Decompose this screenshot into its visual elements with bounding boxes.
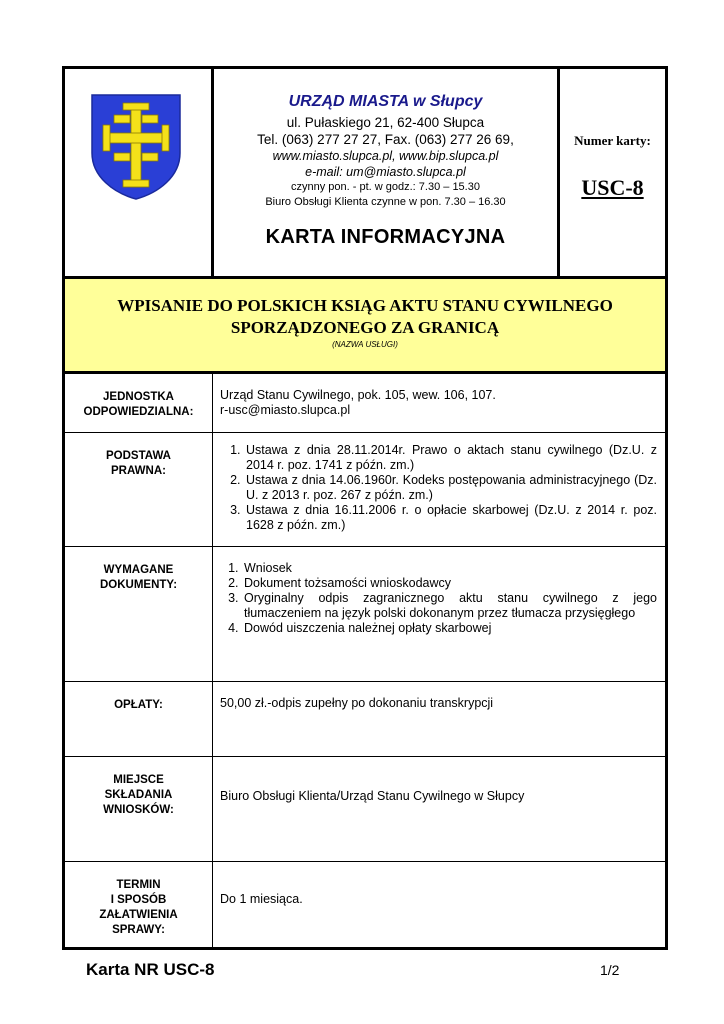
unit-email[interactable]: r-usc@miasto.slupca.pl <box>220 403 351 417</box>
label-line: ZAŁATWIENIA <box>99 909 178 921</box>
list-item: 1. Ustawa z dnia 28.11.2014r. Prawo o aktach stanu cywilnego (Dz.U. z 2014 r. poz. 1741 z późn. zm.) <box>244 443 657 473</box>
row-submission-place <box>65 757 665 862</box>
card-header <box>65 69 665 279</box>
label-line: MIEJSCE <box>113 774 164 786</box>
card-number-cell <box>560 69 665 276</box>
fee-value: 50,00 zł.-odpis zupełny po dokonaniu transkrypcji <box>220 696 494 710</box>
row-processing-term <box>65 862 665 947</box>
row-value <box>214 374 665 432</box>
list-item: 2. Ustawa z dnia 14.06.1960r. Kodeks postępowania administracyjnego (Dz. U. z 2013 r. poz. 267 z późn. zm.) <box>244 473 657 503</box>
service-name-section <box>65 279 665 374</box>
label-line: DOKUMENTY: <box>99 579 178 591</box>
office-phone: Tel. (063) 277 27 27, Fax. (063) 277 26 69, <box>257 132 514 147</box>
label-line: WNIOSKÓW: <box>103 804 174 816</box>
page-number: 1/2 <box>600 962 620 978</box>
office-address: ul. Pułaskiego 21, 62-400 Słupca <box>286 115 485 130</box>
label-line: SPRAWY: <box>112 924 165 936</box>
row-responsible-unit <box>65 374 665 433</box>
row-label <box>65 433 213 546</box>
footer-card-reference: Karta NR USC-8 <box>86 960 215 979</box>
row-value <box>214 682 665 756</box>
row-value <box>214 757 665 861</box>
card-number: USC-8 <box>581 175 644 200</box>
office-email[interactable]: e-mail: um@miasto.slupca.pl <box>305 165 466 179</box>
office-websites[interactable]: www.miasto.slupca.pl, www.bip.slupca.pl <box>272 149 499 163</box>
row-value <box>214 547 665 681</box>
list-item: 1. Wniosek <box>242 561 657 576</box>
office-info-cell <box>214 69 560 276</box>
submission-place-value: Biuro Obsługi Klienta/Urząd Stanu Cywilnego w Słupcy <box>220 789 525 803</box>
label-line: TERMIN <box>116 879 161 891</box>
label-line: OPŁATY: <box>114 699 163 711</box>
row-label <box>65 547 213 681</box>
list-item: 2. Dokument tożsamości wnioskodawcy <box>242 576 657 591</box>
office-hours: czynny pon. - pt. w godz.: 7.30 – 15.30 <box>291 181 480 193</box>
row-required-documents <box>65 547 665 682</box>
office-name: URZĄD MIASTA w Słupcy <box>288 93 483 110</box>
row-label <box>65 757 213 861</box>
unit-location: Urząd Stanu Cywilnego, pok. 105, wew. 106, 107. <box>220 388 496 402</box>
service-title-line1: WPISANIE DO POLSKICH KSIĄG AKTU STANU CYWILNEGO <box>117 296 613 315</box>
info-card-frame <box>62 66 668 950</box>
boc-hours: Biuro Obsługi Klienta czynne w pon. 7.30 – 16.30 <box>265 196 506 208</box>
label-line: ODPOWIEDZIALNA: <box>83 406 194 418</box>
label-line: PRAWNA: <box>111 465 166 477</box>
list-item: 3. Ustawa z dnia 16.11.2006 r. o opłacie skarbowej (Dz.U. z 2014 r. poz. 1628 z późn. zm.) <box>244 503 657 533</box>
label-line: WYMAGANE <box>103 564 174 576</box>
logo-cell <box>65 69 214 276</box>
row-legal-basis <box>65 433 665 547</box>
service-title-line2: SPORZĄDZONEGO ZA GRANICĄ <box>230 318 500 337</box>
label-line: SKŁADANIA <box>104 789 173 801</box>
list-item: 4. Dowód uiszczenia należnej opłaty skarbowej <box>242 621 657 636</box>
label-line: JEDNOSTKA <box>103 391 174 403</box>
coat-of-arms-icon <box>90 93 182 201</box>
list-item: 3. Oryginalny odpis zagranicznego aktu stanu cywilnego z jego tłumaczeniem na język polski dokonanym przez tłumacza przysięgłego <box>242 591 657 621</box>
row-fees <box>65 682 665 757</box>
row-label <box>65 862 213 947</box>
row-label <box>65 682 213 756</box>
document-title: KARTA INFORMACYJNA <box>265 226 506 248</box>
service-subtitle: (NAZWA USŁUGI) <box>332 340 398 349</box>
row-label <box>65 374 213 432</box>
label-line: PODSTAWA <box>106 450 171 462</box>
row-value <box>214 862 665 947</box>
card-number-label: Numer karty: <box>574 133 651 148</box>
term-value: Do 1 miesiąca. <box>220 892 303 906</box>
label-line: I SPOSÓB <box>110 894 167 906</box>
row-value <box>214 433 665 546</box>
